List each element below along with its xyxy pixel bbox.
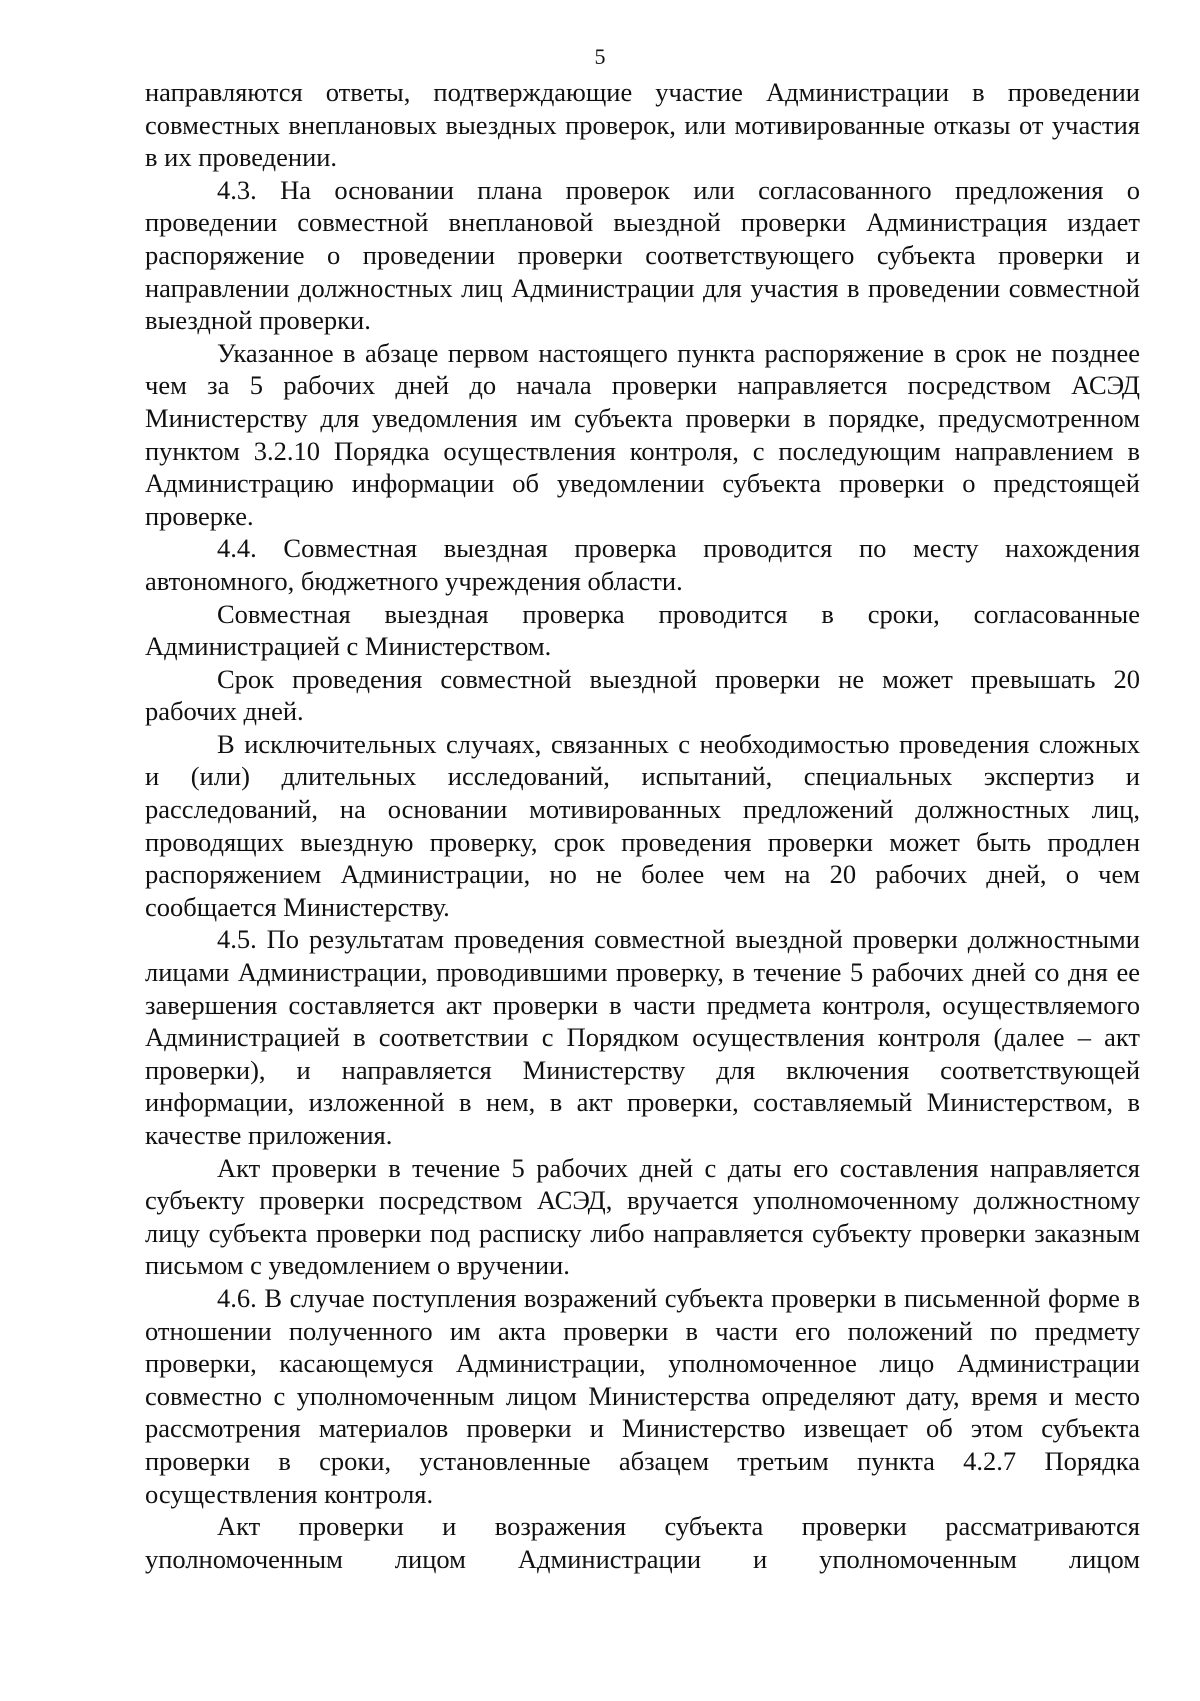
paragraph-4-4-duration: Срок проведения совместной выездной проверки не может превышать 20 рабочих дней. <box>145 663 1140 727</box>
paragraph-4-4-terms: Совместная выездная проверка проводится в сроки, согласованные Администрацией с Министерством. <box>145 598 1140 662</box>
paragraph-continuation: направляются ответы, подтверждающие участие Администрации в проведении совместных внеплановых выездных проверок, или мотивированные отказы от участия в их проведении. <box>145 77 1140 173</box>
paragraph-4-3: 4.3. На основании плана проверок или согласованного предложения о проведении совместной внеплановой выездной проверки Администрация издает распоряжение о проведении проверки соответствующего субъекта проверки и направлении должностных лиц Администрации для участия в проведении совместной выездной проверки. <box>145 174 1140 336</box>
paragraph-4-4: 4.4. Совместная выездная проверка проводится по месту нахождения автономного, бюджетного учреждения области. <box>145 533 1140 596</box>
paragraph-4-3-notice: Указанное в абзаце первом настоящего пункта распоряжение в срок не позднее чем за 5 рабочих дней до начала проверки направляется посредством АСЭД Министерству для уведомления им субъекта проверки в порядке, предусмотренном пунктом 3.2.10 Порядка осуществления контроля, с последующим направлением в Администрацию информации об уведомлении субъекта проверки о предстоящей проверке. <box>145 337 1140 531</box>
paragraph-4-4-extension: В исключительных случаях, связанных с необходимостью проведения сложных и (или) длительных исследований, испытаний, специальных экспертиз и расследований, на основании мотивированных предложений должностных лиц, проводящих выездную проверку, срок проведения проверки может быть продлен распоряжением Администрации, но не более чем на 20 рабочих дней, о чем сообщается Министерству. <box>145 728 1140 922</box>
page-number: 5 <box>594 44 606 69</box>
paragraph-4-6-review: Акт проверки и возражения субъекта проверки рассматриваются уполномоченным лицом Администрации и уполномоченным лицом <box>145 1511 1140 1574</box>
document-body <box>145 76 1140 1575</box>
paragraph-4-6: 4.6. В случае поступления возражений субъекта проверки в письменной форме в отношении полученного им акта проверки в части его положений по предмету проверки, касающемуся Администрации, уполномоченное лицо Администрации совместно с уполномоченным лицом Министерства определяют дату, время и место рассмотрения материалов проверки и Министерство извещает об этом субъекта проверки в сроки, установленные абзацем третьим пункта 4.2.7 Порядка осуществления контроля. <box>145 1282 1140 1509</box>
paragraph-4-5-delivery: Акт проверки в течение 5 рабочих дней с даты его составления направляется субъекту проверки посредством АСЭД, вручается уполномоченному должностному лицу субъекта проверки под расписку либо направляется субъекту проверки заказным письмом с уведомлением о вручении. <box>145 1152 1140 1281</box>
paragraph-4-5: 4.5. По результатам проведения совместной выездной проверки должностными лицами Администрации, проводившими проверку, в течение 5 рабочих дней со дня ее завершения составляется акт проверки в части предмета контроля, осуществляемого Администрацией в соответствии с Порядком осуществления контроля (далее – акт проверки), и направляется Министерству для включения соответствующей информации, изложенной в нем, в акт проверки, составляемый Министерством, в качестве приложения. <box>145 924 1140 1150</box>
